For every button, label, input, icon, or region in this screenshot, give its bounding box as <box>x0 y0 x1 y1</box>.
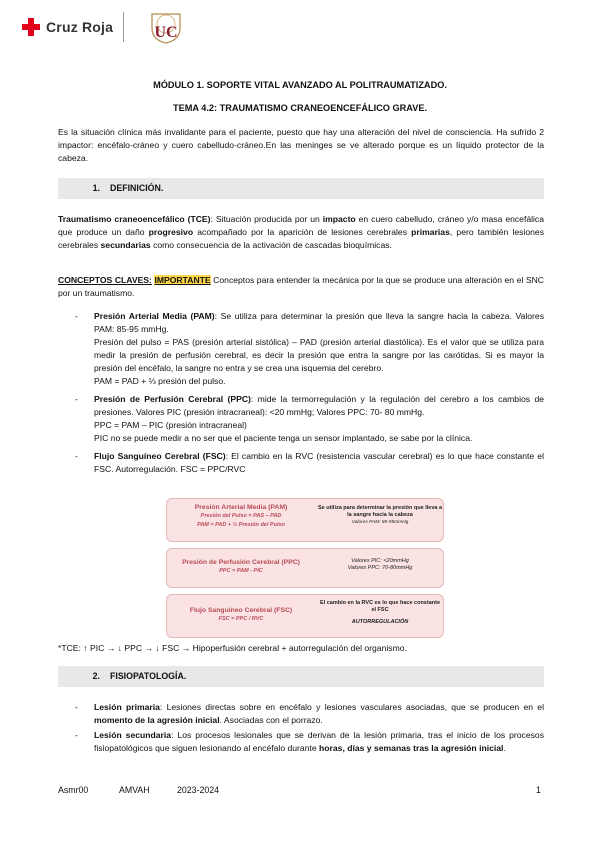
bullet-dash: - <box>75 311 78 321</box>
box-formula: PAM = PAD + ⅓ Presión del Pulso <box>197 522 285 528</box>
module-title: MÓDULO 1. SOPORTE VITAL AVANZADO AL POLITRAUMATIZADO. <box>153 80 447 90</box>
concept-text: : mide la termorregulación y la regulación del cerebro a los cambios de presiones. Valores PIC (presión intracraneal): <20 mmHg; Valores PPC: 70- 80 mmHg. <box>94 394 544 417</box>
footer-author: Asmr00 <box>58 785 89 795</box>
bullet-dash: - <box>75 702 78 712</box>
lesion-text: : Los procesos lesionales que se derivan de la lesión primaria, tras el inicio de los procesos fisiopatológicos que siguen lesionando al encéfalo durante <box>94 730 544 753</box>
list-item <box>58 450 544 476</box>
definition-text: como consecuencia de la activación de cascadas bioquímicas. <box>150 240 392 250</box>
box-value: Valores PAM: 85-95mmHg <box>351 520 409 525</box>
diagram-box-pam <box>166 498 444 542</box>
concept-extra: Presión del pulso = PAS (presión arterial sistólica) – PAD (presión arterial diastólica). Es el valor que se utiliza para medir la presión de perfusión cerebral, es decir la presión que entra la sangre por las carótidas. Si es mayor la presión del encéfalo, la sangre no entra y se crea una isquemia del cerebro. <box>94 337 544 373</box>
section-definition-header <box>58 178 544 199</box>
org-name: Cruz Roja <box>46 19 114 35</box>
box-formula: FSC = PPC / RVC <box>218 616 264 622</box>
definition-paragraph <box>58 213 544 252</box>
section-title: DEFINICIÓN. <box>110 183 164 193</box>
section-number: 2. <box>92 671 100 681</box>
definition-bold: primarias <box>411 227 450 237</box>
box-value: Valores PPC: 70-80mmHg <box>347 565 413 571</box>
box-formula: Presión del Pulso = PAS – PAD <box>200 513 282 519</box>
lesion-term: Lesión secundaria <box>94 730 172 740</box>
box-label: AUTORREGULACIÓN <box>351 619 409 625</box>
box-note: El cambio en la RVC es lo que hace constante el FSC <box>319 600 441 613</box>
diagram-box-ppc <box>166 548 444 588</box>
concept-term: Flujo Sanguíneo Cerebral (FSC) <box>94 451 226 461</box>
definition-bold: impacto <box>322 214 356 224</box>
definition-text: acompañado por la aparición de lesiones cerebrales <box>193 227 412 237</box>
definition-bold: progresivo <box>148 227 194 237</box>
concept-text: : Se utiliza para determinar la presión que lleva la sangre hacia la cabeza. Valores PAM: 85-95 mmHg. <box>94 311 544 334</box>
section-number: 1. <box>92 183 100 193</box>
footer-year: 2023-2024 <box>177 785 220 795</box>
list-item <box>58 310 544 388</box>
topic-title: TEMA 4.2: TRAUMATISMO CRANEOENCEFÁLICO GRAVE. <box>172 103 428 113</box>
lesion-bold: momento de la agresión inicial <box>94 715 220 725</box>
tce-summary: *TCE: ↑ PIC → ↓ PPC → ↓ FSC → Hipoperfusión cerebral + autorregulación del organismo. <box>58 643 407 653</box>
cruz-roja-logo <box>22 18 113 36</box>
section-fisiopatologia-header <box>58 666 544 687</box>
concept-term: Presión Arterial Media (PAM) <box>94 311 215 321</box>
bullet-dash: - <box>75 394 78 404</box>
definition-text: : Situación producida por un <box>210 214 323 224</box>
lesion-bold: horas, días y semanas tras la agresión inicial <box>319 743 504 753</box>
list-item <box>58 729 544 755</box>
concept-term: Presión de Perfusión Cerebral (PPC) <box>94 394 251 404</box>
bullet-dash: - <box>75 451 78 461</box>
intro-paragraph: Es la situación clínica más invalidante para el paciente, puesto que hay una alteración del nivel de consciencia. Ha sufrido 2 impactor: encéfalo-cráneo y cuero cabelludo-cráneo.En las meninges se ve alterado porque es un líquido protector de la cabeza. <box>58 127 544 163</box>
concept-extra: PIC no se puede medir a no ser que el paciente tenga un sensor implantado, se sabe por la clínica. <box>94 433 473 443</box>
definition-bold: secundarias <box>100 240 151 250</box>
list-item <box>58 701 544 727</box>
key-concepts-text: Conceptos para entender la mecánica por la que se produce una alteración en el SNC por un traumatismo. <box>58 275 544 298</box>
fisiopatologia-list <box>58 701 544 755</box>
footer-page-number: 1 <box>536 785 541 795</box>
footer-course: AMVAH <box>119 785 150 795</box>
lesion-text: : Lesiones directas sobre en encéfalo y lesiones vasculares asociadas, que se producen en el <box>159 702 544 712</box>
bullet-dash: - <box>75 730 78 740</box>
box-title: Presión Arterial Media (PAM) <box>194 504 288 511</box>
box-title: Presión de Perfusión Cerebral (PPC) <box>182 559 300 566</box>
key-concepts-label: CONCEPTOS CLAVES: <box>58 275 152 285</box>
uc-logo-text: UC <box>154 24 178 41</box>
concept-extra: PAM = PAD + ⅓ presión del pulso. <box>94 376 226 386</box>
key-concepts-paragraph <box>58 274 544 300</box>
concept-text: : El cambio en la RVC (resistencia vascular cerebral) es lo que hace constante el FSC. Autorregulación. FSC = PPC/RVC <box>94 451 544 474</box>
lesion-text: . Asociadas con el porrazo. <box>219 715 323 725</box>
definition-text: , pero también lesiones cerebrales <box>58 227 545 250</box>
box-note: Se utiliza para determinar la presión que lleva a la sangre hacia la cabeza <box>317 505 443 518</box>
concepts-list <box>58 310 544 476</box>
university-logo <box>146 10 186 44</box>
lesion-text: . <box>503 743 506 753</box>
box-formula: PPC = PAM - PIC <box>219 568 263 574</box>
section-title: FISIOPATOLOGÍA. <box>110 671 187 681</box>
diagram-box-fsc <box>166 594 444 638</box>
important-highlight: IMPORTANTE <box>154 275 211 285</box>
definition-text: en cuero cabelludo, cráneo y/o masa encefálica que produce un daño <box>58 214 545 237</box>
box-title: Flujo Sanguíneo Cerebral (FSC) <box>189 607 293 614</box>
concept-extra: PPC = PAM – PIC (presión intracraneal) <box>94 420 247 430</box>
lesion-term: Lesión primaria <box>94 702 160 712</box>
definition-term: Traumatismo craneoencefálico (TCE) <box>58 214 211 224</box>
box-value: Valores PIC: <20mmHg <box>351 558 409 564</box>
logo-divider <box>123 12 124 42</box>
list-item <box>58 393 544 445</box>
red-cross-icon <box>22 18 40 36</box>
